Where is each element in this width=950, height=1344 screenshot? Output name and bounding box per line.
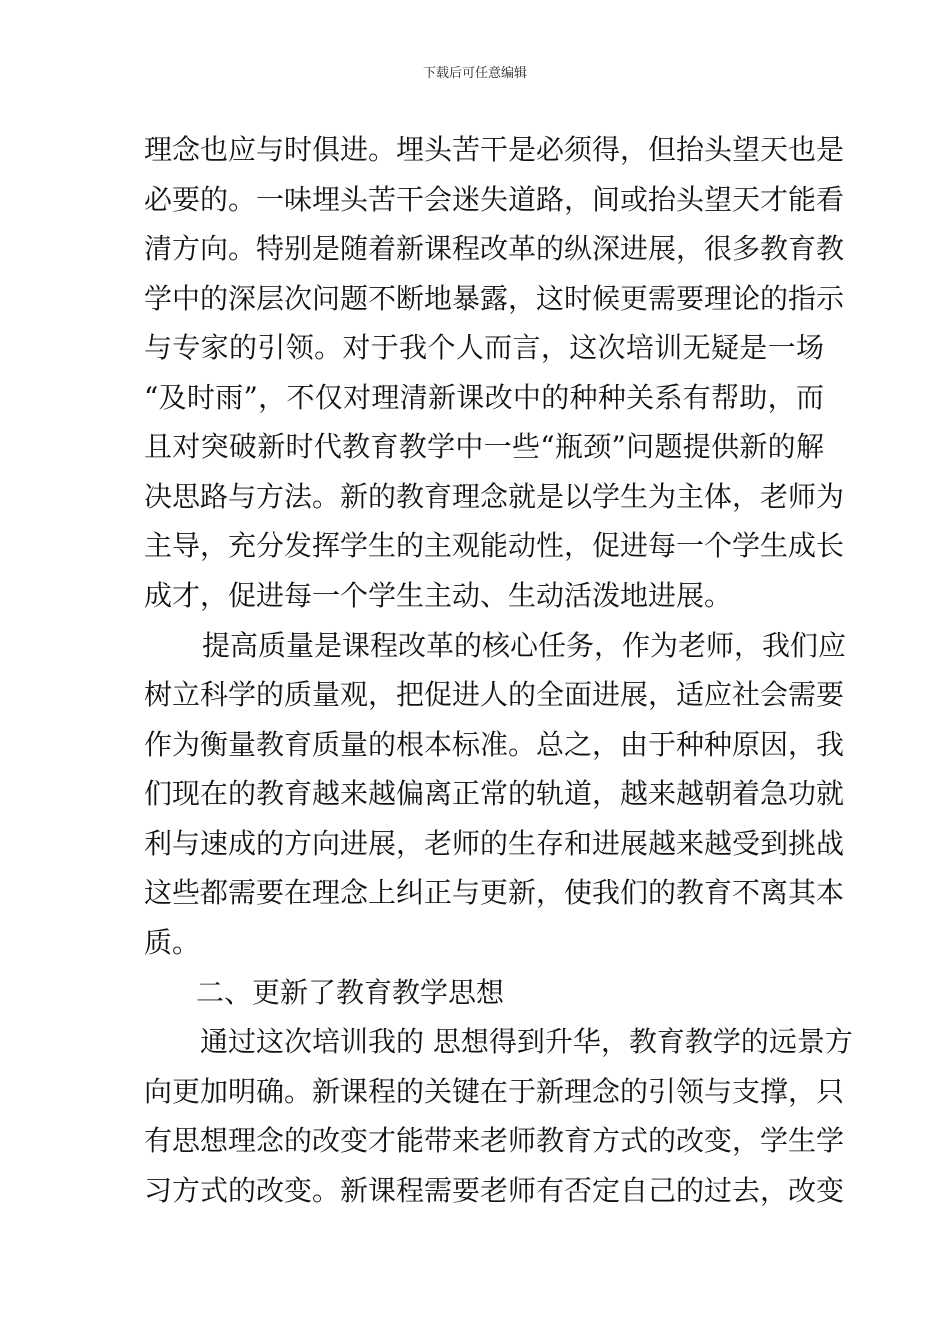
text-line: 成才，促进每一个学生主动、生动活泼地进展。 [144, 579, 733, 612]
text-line: 且对突破新时代教育教学中一些“瓶颈”问题提供新的解 [144, 430, 824, 463]
text-line: 理念也应与时俱进。埋头苦干是必须得，但抬头望天也是 [144, 133, 845, 166]
paragraph-first-line: 提高质量是课程改革的核心任务，作为老师，我们应 [202, 629, 847, 662]
text-line: 们现在的教育越来越偏离正常的轨道，越来越朝着急功就 [144, 777, 845, 810]
text-line: 与专家的引领。对于我个人而言，这次培训无疑是一场 [144, 331, 824, 364]
page-header-note: 下载后可任意编辑 [422, 66, 527, 81]
text-line: 必要的。一味埋头苦干会迷失道路，间或抬头望天才能看 [144, 183, 845, 216]
text-line: 学中的深层次问题不断地暴露，这时候更需要理论的指示 [144, 282, 845, 315]
text-line: 向更加明确。新课程的关键在于新理念的引领与支撑，只 [144, 1075, 845, 1108]
text-line: 习方式的改变。新课程需要老师有否定自己的过去，改变 [144, 1174, 845, 1207]
paragraph-first-line: 通过这次培训我的 思想得到升华，教育教学的远景方 [200, 1025, 853, 1058]
text-line: 决思路与方法。新的教育理念就是以学生为主体，老师为 [144, 480, 845, 513]
text-line: “及时雨”，不仅对理清新课改中的种种关系有帮助，而 [144, 381, 824, 414]
text-line: 这些都需要在理念上纠正与更新，使我们的教育不离其本 [144, 876, 845, 909]
section-heading: 二、更新了教育教学思想 [196, 976, 505, 1009]
text-line: 有思想理念的改变才能带来老师教育方式的改变，学生学 [144, 1124, 845, 1157]
text-line: 主导，充分发挥学生的主观能动性，促进每一个学生成长 [144, 529, 845, 562]
text-line: 作为衡量教育质量的根本标准。总之，由于种种原因，我 [144, 728, 845, 761]
text-line: 树立科学的质量观，把促进人的全面进展，适应社会需要 [144, 678, 845, 711]
text-line: 清方向。特别是随着新课程改革的纵深进展，很多教育教 [144, 232, 845, 265]
text-line: 质。 [144, 926, 201, 959]
text-line: 利与速成的方向进展，老师的生存和进展越来越受到挑战 [144, 827, 845, 860]
